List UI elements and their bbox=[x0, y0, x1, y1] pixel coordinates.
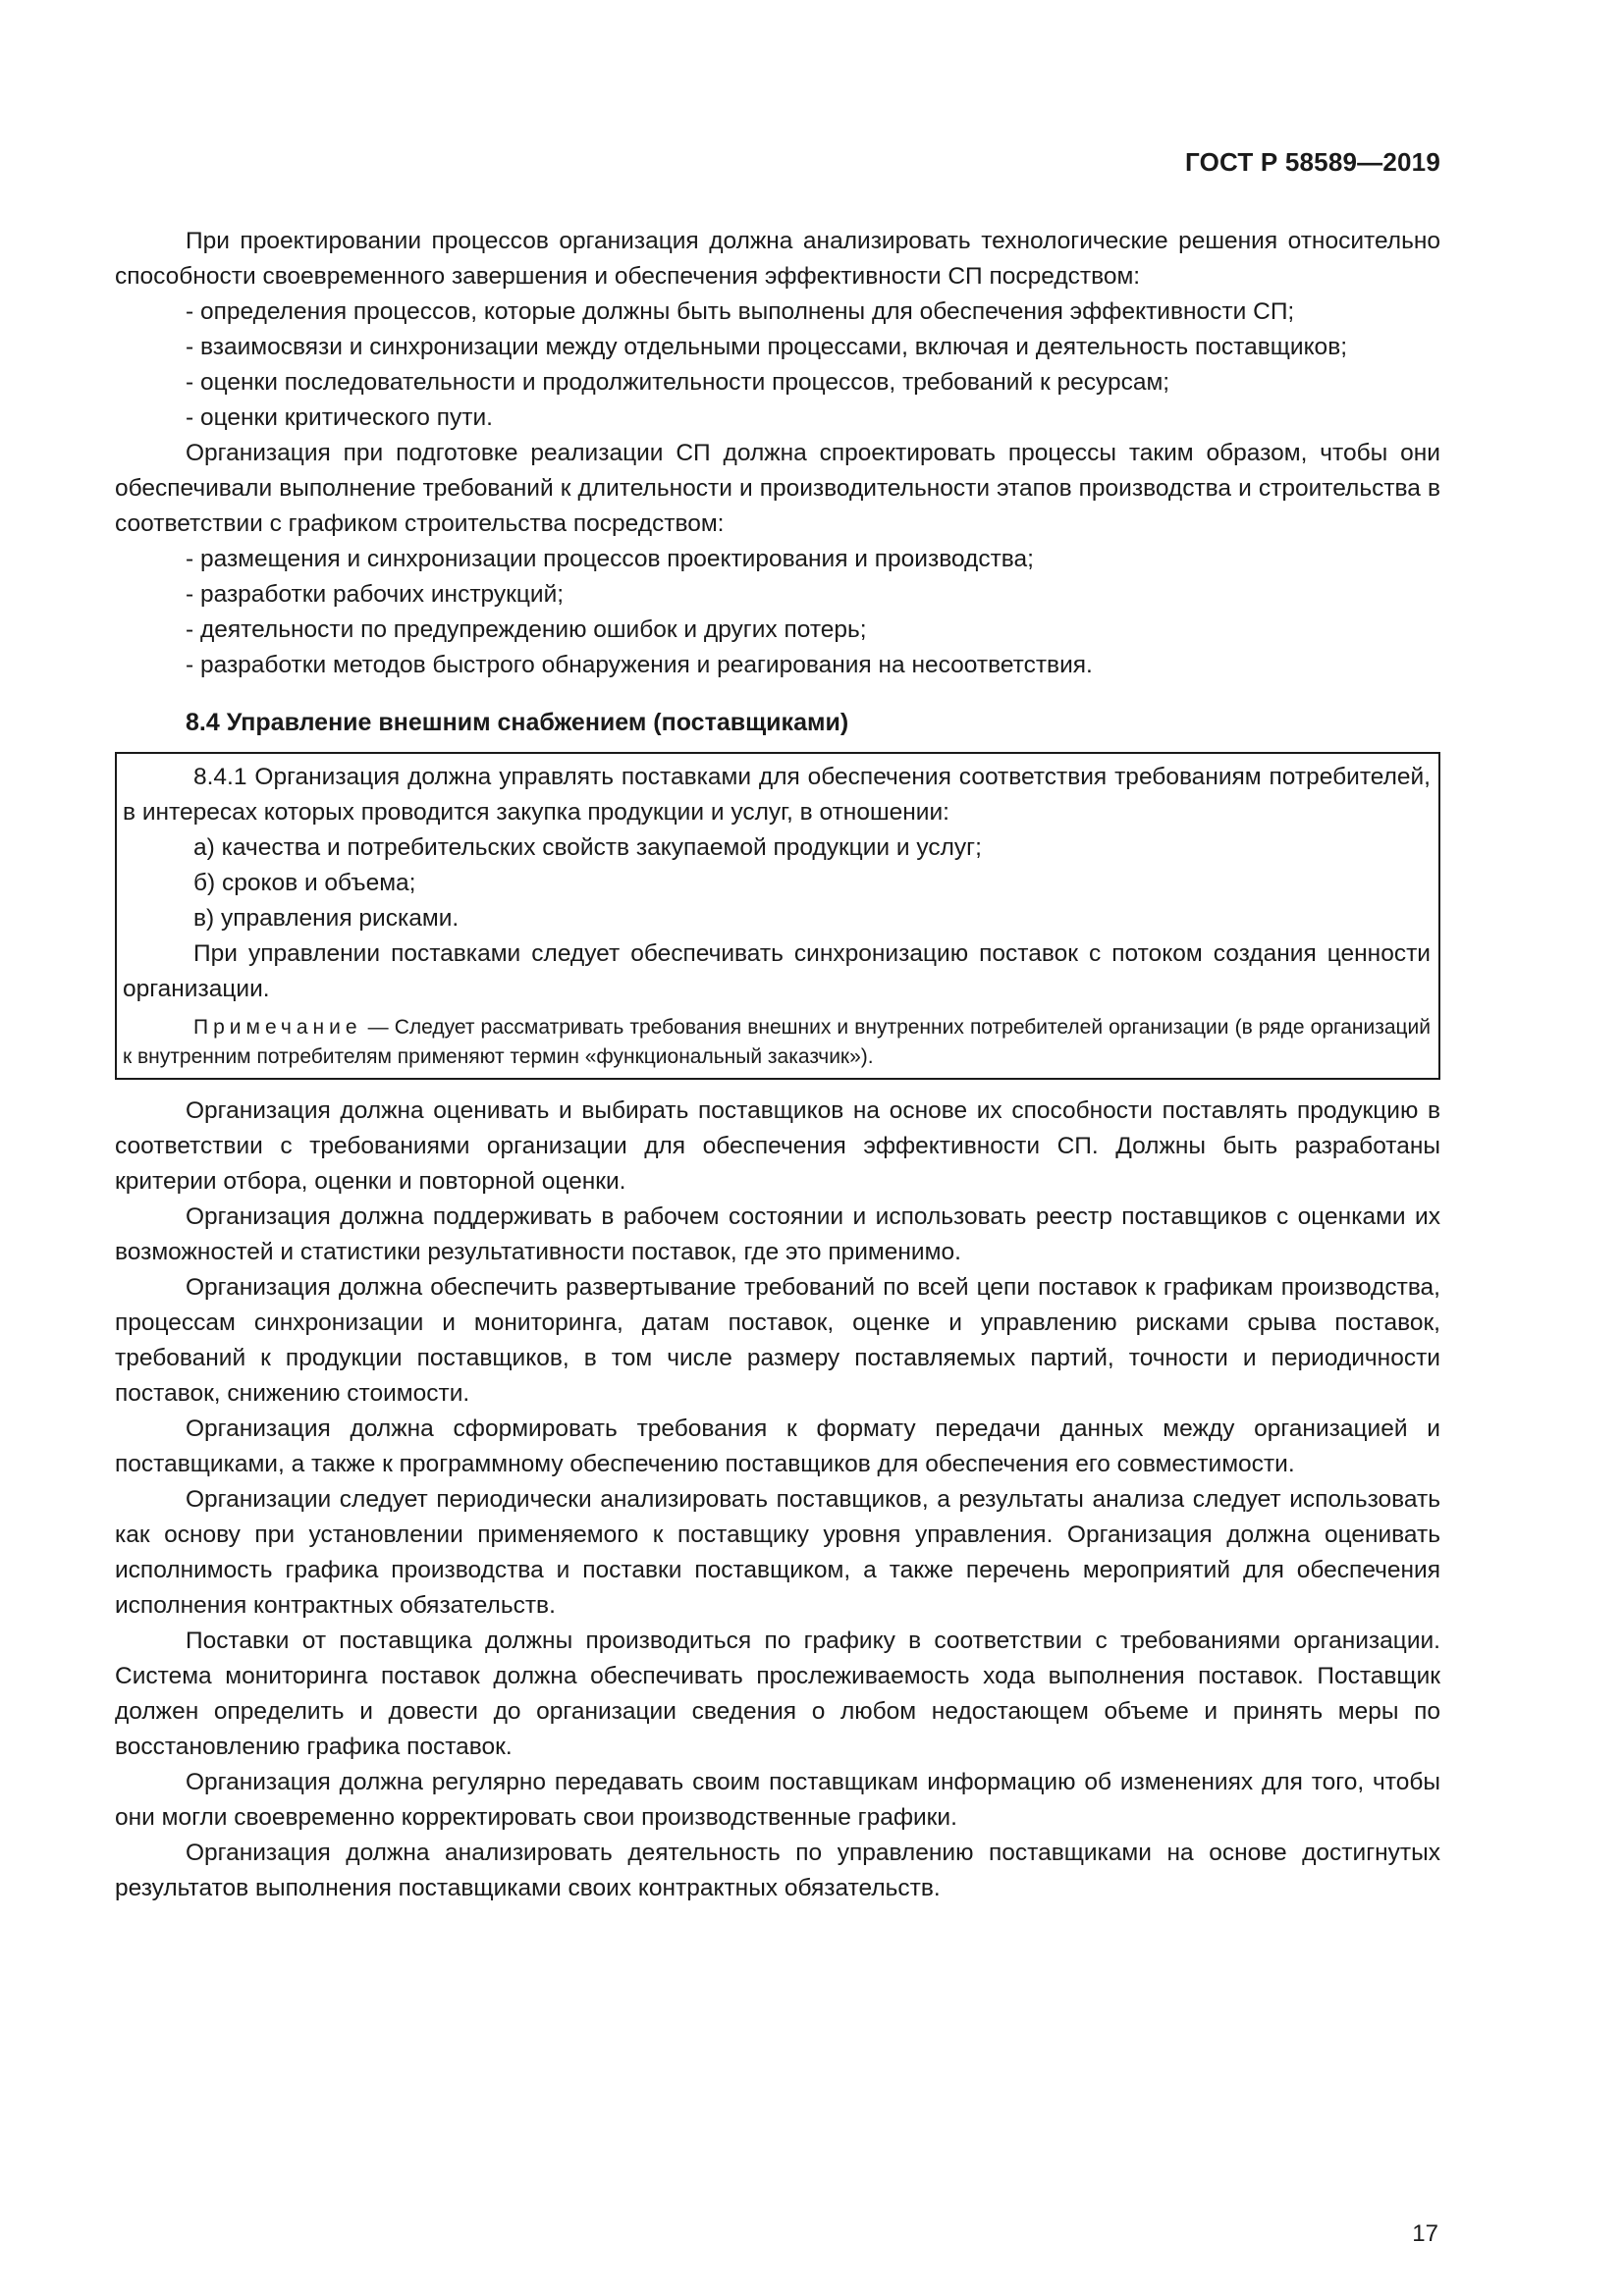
boxed-clause bbox=[115, 752, 1440, 1080]
body-paragraph: Поставки от поставщика должны производиться по графику в соответствии с требованиями организации. Система мониторинга поставок должна обеспечивать прослеживаемость хода выполнения поставок. Поставщик должен определить и довести до организации сведения о любом недостающем объеме и принять меры по восстановлению графика поставок. bbox=[115, 1628, 1440, 1760]
list-item: - деятельности по предупреждению ошибок и других потерь; bbox=[186, 616, 867, 643]
body-paragraph: Организация должна обеспечить развертывание требований по всей цепи поставок к графикам производства, процессам синхронизации и мониторинга, датам поставок, оценке и управлению рисками срыва поставок, требований к продукции поставщиков, в том числе размеру поставляемых партий, точности и периодичности поставок, снижению стоимости. bbox=[115, 1274, 1440, 1407]
list-item: в) управления рисками. bbox=[193, 905, 460, 932]
list-item: - размещения и синхронизации процессов проектирования и производства; bbox=[186, 546, 1034, 572]
note-text: — Следует рассматривать требования внешних и внутренних потребителей организации (в ряде организаций к внутренним потребителям применяют термин «функциональный заказчик»). bbox=[123, 1016, 1431, 1068]
clause-paragraph: При управлении поставками следует обеспечивать синхронизацию поставок с потоком создания ценности организации. bbox=[123, 940, 1431, 1002]
body-paragraph: Организация должна регулярно передавать своим поставщикам информацию об изменениях для того, чтобы они могли своевременно корректировать свои производственные графики. bbox=[115, 1769, 1440, 1831]
body-paragraph: Организация должна анализировать деятельность по управлению поставщиками на основе достигнутых результатов выполнения поставщиками своих контрактных обязательств. bbox=[115, 1840, 1440, 1901]
list-item: - определения процессов, которые должны быть выполнены для обеспечения эффективности СП; bbox=[186, 298, 1295, 325]
intro-paragraph-2: Организация при подготовке реализации СП должна спроектировать процессы таким образом, чтобы они обеспечивали выполнение требований к длительности и производительности этапов производства и строительства в соответствии с графиком строительства посредством: bbox=[115, 440, 1440, 537]
list-item: б) сроков и объема; bbox=[193, 870, 416, 896]
list-item: - разработки рабочих инструкций; bbox=[186, 581, 565, 608]
list-item: а) качества и потребительских свойств закупаемой продукции и услуг; bbox=[193, 834, 982, 861]
note-label: Примечание bbox=[193, 1016, 362, 1039]
body-paragraph: Организация должна поддерживать в рабочем состоянии и использовать реестр поставщиков с оценками их возможностей и статистики результативности поставок, где это применимо. bbox=[115, 1203, 1440, 1265]
list-item: - взаимосвязи и синхронизации между отдельными процессами, включая и деятельность поставщиков; bbox=[186, 334, 1348, 360]
page-number: 17 bbox=[1412, 2220, 1438, 2247]
list-item: - разработки методов быстрого обнаружения и реагирования на несоответствия. bbox=[186, 652, 1093, 678]
document-body bbox=[115, 224, 1440, 1906]
intro-paragraph-1: При проектировании процессов организация должна анализировать технологические решения относительно способности своевременного завершения и обеспечения эффективности СП посредством: bbox=[115, 228, 1440, 290]
body-paragraph: Организация должна оценивать и выбирать поставщиков на основе их способности поставлять продукцию в соответствии с требованиями организации для обеспечения эффективности СП. Должны быть разработаны критерии отбора, оценки и повторной оценки. bbox=[115, 1097, 1440, 1195]
clause-paragraph: 8.4.1 Организация должна управлять поставками для обеспечения соответствия требованиям потребителей, в интересах которых проводится закупка продукции и услуг, в отношении: bbox=[123, 764, 1431, 826]
note bbox=[123, 1013, 1431, 1072]
body-paragraph: Организации следует периодически анализировать поставщиков, а результаты анализа следует использовать как основу при установлении применяемого к поставщику уровня управления. Организация должна оценивать исполнимость графика производства и поставки поставщиком, а также перечень мероприятий для обеспечения исполнения контрактных обязательств. bbox=[115, 1486, 1440, 1619]
document-id-header: ГОСТ Р 58589—2019 bbox=[1185, 147, 1440, 177]
list-item: - оценки критического пути. bbox=[186, 404, 493, 431]
body-paragraph: Организация должна сформировать требования к формату передачи данных между организацией и поставщиками, а также к программному обеспечению поставщиков для обеспечения его совместимости. bbox=[115, 1415, 1440, 1477]
list-item: - оценки последовательности и продолжительности процессов, требований к ресурсам; bbox=[186, 369, 1170, 396]
section-title: 8.4 Управление внешним снабжением (поставщиками) bbox=[186, 709, 849, 736]
